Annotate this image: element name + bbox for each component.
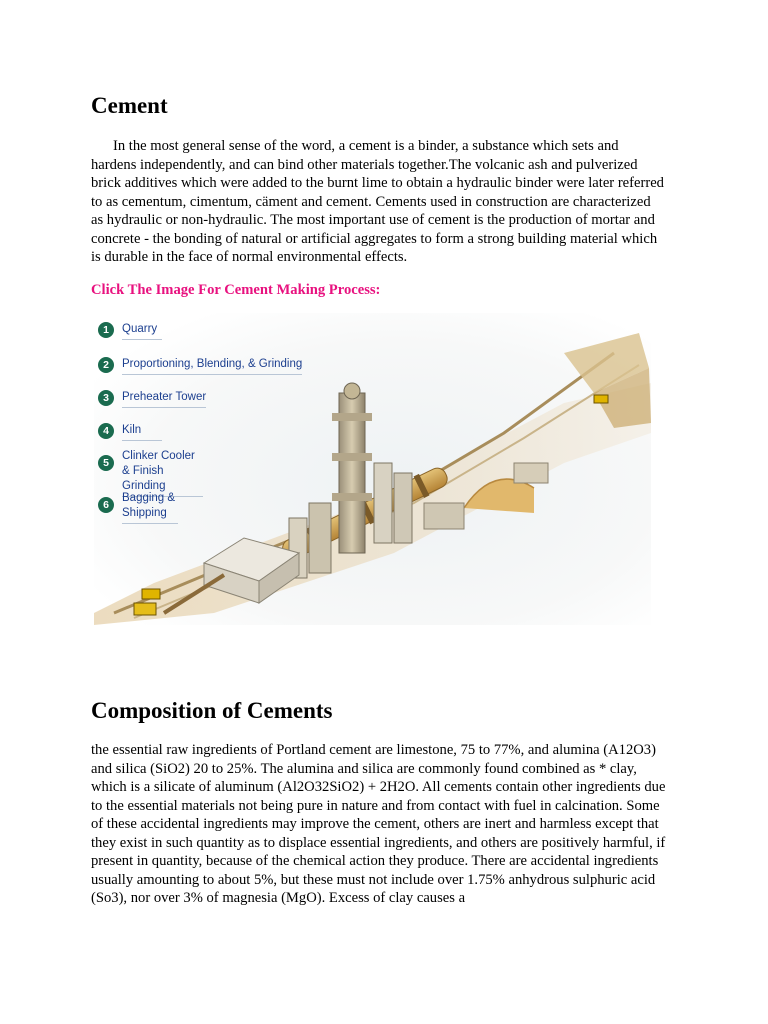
- step-number-badge: 6: [98, 497, 114, 513]
- step-number-badge: 2: [98, 357, 114, 373]
- step-label: Preheater Tower: [122, 390, 206, 408]
- step-label: Bagging & Shipping: [122, 491, 178, 524]
- process-step-4: [98, 423, 162, 441]
- cement-process-diagram[interactable]: [94, 313, 651, 625]
- section-title-composition: Composition of Cements: [91, 698, 333, 723]
- process-step-1: [98, 322, 162, 340]
- page-title-cement: Cement: [91, 93, 168, 118]
- process-step-3: [98, 390, 206, 408]
- step-number-badge: 1: [98, 322, 114, 338]
- cement-intro-paragraph: In the most general sense of the word, a cement is a binder, a substance which sets and hardens independently, and can bind other materials together.The volcanic ash and pulverized brick additives which were added to the burnt lime to obtain a hydraulic binder were later referred to as cementum, cimentum, cäment and cement. Cements used in construction are characterized as hydraulic or non-hydraulic. The most important use of cement is the production of mortar and concrete - the bonding of natural or artificial aggregates to form a strong building material which is durable in the face of normal environmental effects.: [91, 138, 664, 265]
- cement-process-link[interactable]: Click The Image For Cement Making Process:: [91, 282, 381, 298]
- process-step-6: [98, 491, 178, 524]
- step-label: Kiln: [122, 423, 162, 441]
- step-label: Quarry: [122, 322, 162, 340]
- process-step-2: [98, 357, 302, 375]
- composition-paragraph: the essential raw ingredients of Portland cement are limestone, 75 to 77%, and alumina (A12O3) and silica (SiO2) 20 to 25%. The alumina and silica are commonly found combined as * clay, which is a silicate of aluminum (Al2O32SiO2) + 2H2O. All cements contain other ingredients due to the essential materials not being pure in nature and from contact with fuel in calcination. Some of these accidental ingredients may improve the cement, others are inert and harmless except that they exist in such quantity as to displace essential ingredients, and others are positively harmful, if present in quantity, because of the chemical action they produce. There are accidental ingredients usually amounting to about 5%, but these must not include over 1.75% anhydrous sulphuric acid (So3), nor over 3% of magnesia (MgO). Excess of clay causes a: [91, 742, 666, 906]
- step-number-badge: 4: [98, 423, 114, 439]
- step-label: Proportioning, Blending, & Grinding: [122, 357, 302, 375]
- step-number-badge: 5: [98, 455, 114, 471]
- step-label: Clinker Cooler & Finish Grinding: [122, 449, 203, 497]
- process-step-5: [98, 449, 203, 497]
- step-number-badge: 3: [98, 390, 114, 406]
